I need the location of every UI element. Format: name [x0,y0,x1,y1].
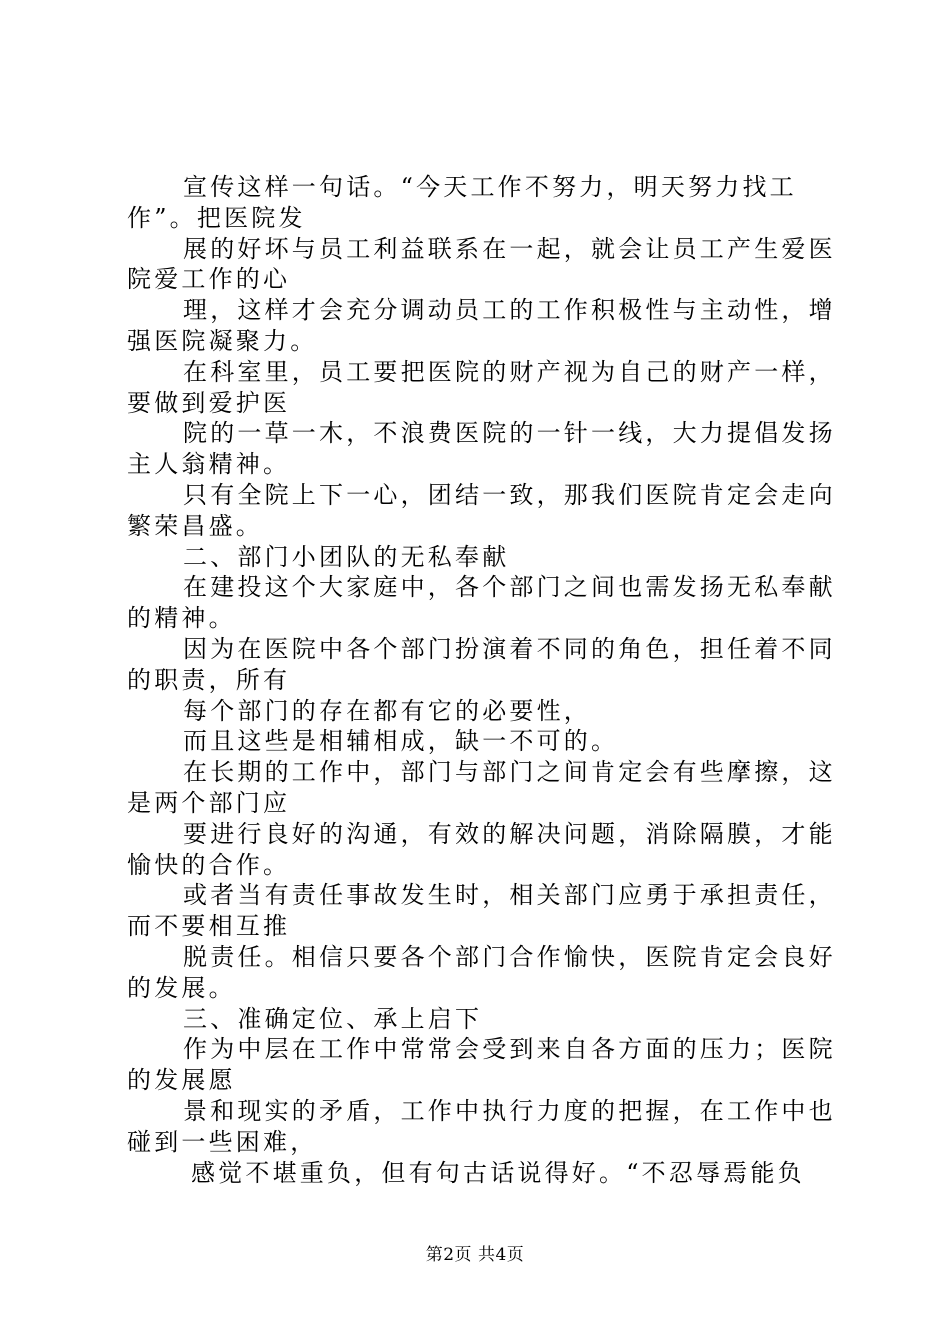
paragraph-16: 景和现实的矛盾，工作中执行力度的把握，在工作中也碰到一些困难， [127,1096,836,1156]
paragraph-15: 作为中层在工作中常常会受到来自各方面的压力；医院的发展愿 [127,1035,836,1095]
paragraph-5: 院的一草一木，不浪费医院的一针一线，大力提倡发扬主人翁精神。 [127,419,836,479]
paragraph-1: 宣传这样一句话。“今天工作不努力，明天努力找工作”。把医院发 [127,173,797,232]
paragraph-4: 在科室里，员工要把医院的财产视为自己的财产一样，要做到爱护医 [127,357,836,417]
paragraph-2: 展的好坏与员工利益联系在一起，就会让员工产生爱医院爱工作的心 [127,234,836,294]
page-indicator: 第2页 共4页 [425,1245,525,1265]
paragraph-11: 在长期的工作中，部门与部门之间肯定会有些摩擦，这是两个部门应 [127,758,836,817]
paragraph-9: 每个部门的存在都有它的必要性， [183,696,591,725]
section-heading-2: 二、部门小团队的无私奉献 [183,542,510,571]
paragraph-17: 感觉不堪重负，但有句古话说得好。“不忍辱焉能负 [191,1158,805,1187]
paragraph-13: 或者当有责任事故发生时，相关部门应勇于承担责任，而不要相互推 [127,881,836,941]
paragraph-14: 脱责任。相信只要各个部门合作愉快，医院肯定会良好的发展。 [127,942,836,1002]
paragraph-10: 而且这些是相辅相成，缺一不可的。 [183,727,619,756]
section-heading-3: 三、准确定位、承上启下 [183,1004,483,1033]
paragraph-12: 要进行良好的沟通，有效的解决问题，消除隔膜，才能愉快的合作。 [127,819,836,879]
paragraph-8: 因为在医院中各个部门扮演着不同的角色，担任着不同的职责，所有 [127,634,836,694]
paragraph-7: 在建投这个大家庭中，各个部门之间也需发扬无私奉献的精神。 [127,573,836,633]
document-body [127,172,847,1188]
paragraph-6: 只有全院上下一心，团结一致，那我们医院肯定会走向繁荣昌盛。 [127,480,836,540]
paragraph-3: 理，这样才会充分调动员工的工作积极性与主动性，增强医院凝聚力。 [127,296,836,355]
page-footer [0,1244,950,1266]
